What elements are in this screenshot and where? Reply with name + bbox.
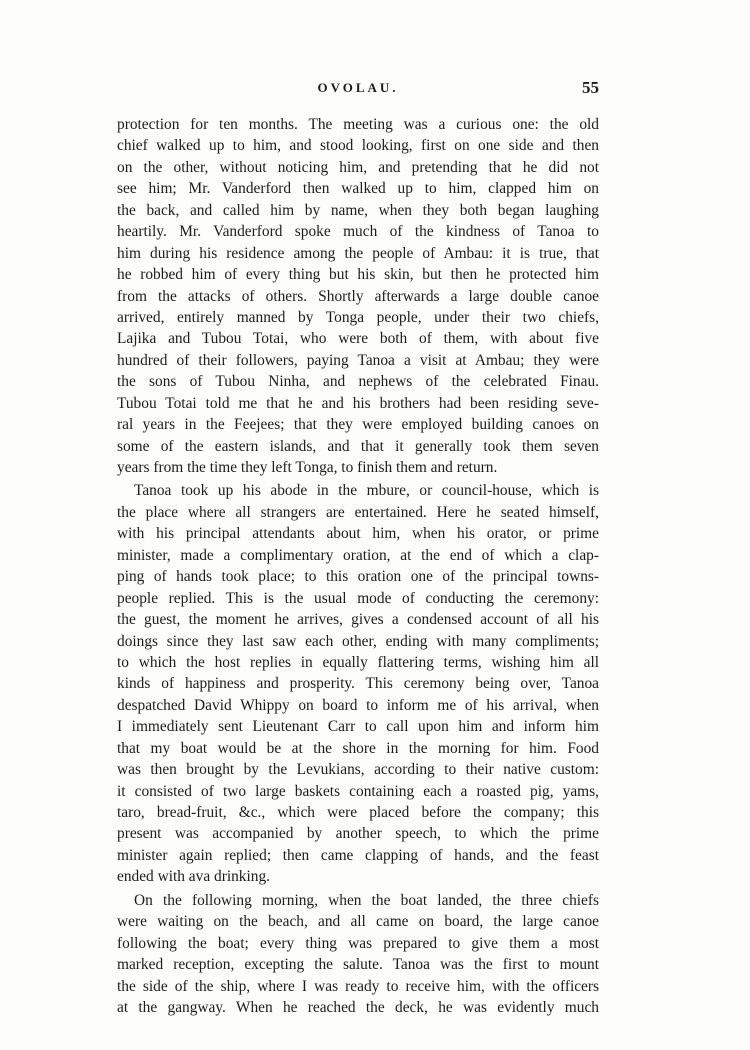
text-line: kinds of happiness and prosperity. This ceremony being over, Tanoa — [117, 675, 599, 693]
paragraph — [117, 480, 599, 887]
text-line: On the following morning, when the boat landed, the three chiefs — [134, 891, 599, 909]
text-line: him during his residence among the people of Ambau: it is true, that — [117, 244, 599, 262]
text-line: on the other, without noticing him, and pretending that he did not — [117, 158, 599, 176]
text-line: to which the host replies in equally flattering terms, wishing him all — [117, 653, 599, 671]
text-line: the side of the ship, where I was ready to receive him, with the officers — [117, 977, 599, 995]
text-line: marked reception, excepting the salute. Tanoa was the first to mount — [117, 956, 599, 974]
text-line: people replied. This is the usual mode of conducting the ceremony: — [117, 589, 599, 607]
text-line: I immediately sent Lieutenant Carr to call upon him and inform him — [117, 718, 599, 736]
text-line: taro, bread-fruit, &c., which were placed before the company; this — [117, 804, 599, 821]
paragraph — [117, 114, 599, 478]
text-line: the guest, the moment he arrives, gives a condensed account of all his — [117, 611, 599, 629]
text-line: that my boat would be at the shore in the morning for him. Food — [117, 739, 599, 757]
running-title: OVOLAU. — [317, 80, 399, 95]
text-line: following the boat; every thing was prepared to give them a most — [117, 934, 599, 952]
text-line: was then brought by the Levukians, according to their native custom: — [117, 761, 599, 779]
text-line: the back, and called him by name, when they both began laughing — [117, 201, 599, 219]
text-line: ping of hands took place; to this oration one of the principal towns- — [117, 568, 599, 586]
text-line: minister, made a complimentary oration, at the end of which a clap- — [117, 546, 599, 564]
paragraph — [117, 890, 599, 1019]
text-line: heartily. Mr. Vanderford spoke much of the kindness of Tanoa to — [117, 223, 599, 241]
text-line: some of the eastern islands, and that it generally took them seven — [117, 437, 599, 455]
text-line: present was accompanied by another speech, to which the prime — [117, 825, 599, 843]
text-line: were waiting on the beach, and all came on board, the large canoe — [117, 913, 599, 931]
text-line: despatched David Whippy on board to inform me of his arrival, when — [117, 696, 599, 714]
text-line: arrived, entirely manned by Tonga people, under their two chiefs, — [117, 308, 599, 326]
text-line: see him; Mr. Vanderford then walked up to him, clapped him on — [117, 180, 599, 198]
text-line: the place where all strangers are entertained. Here he seated himself, — [117, 503, 599, 521]
text-line: protection for ten months. The meeting was a curious one: the old — [117, 116, 599, 133]
page-number: 55 — [582, 78, 599, 97]
text-line: from the attacks of others. Shortly afterwards a large double canoe — [117, 287, 599, 305]
text-line: the sons of Tubou Ninha, and nephews of the celebrated Finau. — [117, 373, 599, 391]
text-line: at the gangway. When he reached the deck, he was evidently much — [117, 998, 599, 1016]
text-line: years from the time they left Tonga, to finish them and return. — [117, 459, 498, 476]
text-line: it consisted of two large baskets containing each a roasted pig, yams, — [117, 782, 599, 800]
text-line: ral years in the Feejees; that they were employed building canoes on — [117, 416, 599, 434]
text-line: hundred of their followers, paying Tanoa a visit at Ambau; they were — [117, 351, 599, 369]
text-line: chief walked up to him, and stood looking, first on one side and then — [117, 137, 599, 155]
text-line: with his principal attendants about him, when his orator, or prime — [117, 525, 599, 543]
text-line: minister again replied; then came clapping of hands, and the feast — [117, 846, 599, 864]
text-line: Tubou Totai told me that he and his brothers had been residing seve- — [117, 394, 599, 412]
text-line: doings since they last saw each other, ending with many compliments; — [117, 632, 599, 650]
text-line: he robbed him of every thing but his skin, but then he protected him — [117, 266, 599, 284]
text-line: ended with ava drinking. — [117, 868, 271, 886]
text-line: Lajika and Tubou Totai, who were both of them, with about five — [117, 330, 599, 348]
body-text — [117, 114, 599, 1018]
running-head — [117, 80, 599, 104]
text-line: Tanoa took up his abode in the mbure, or council-house, which is — [134, 482, 599, 500]
